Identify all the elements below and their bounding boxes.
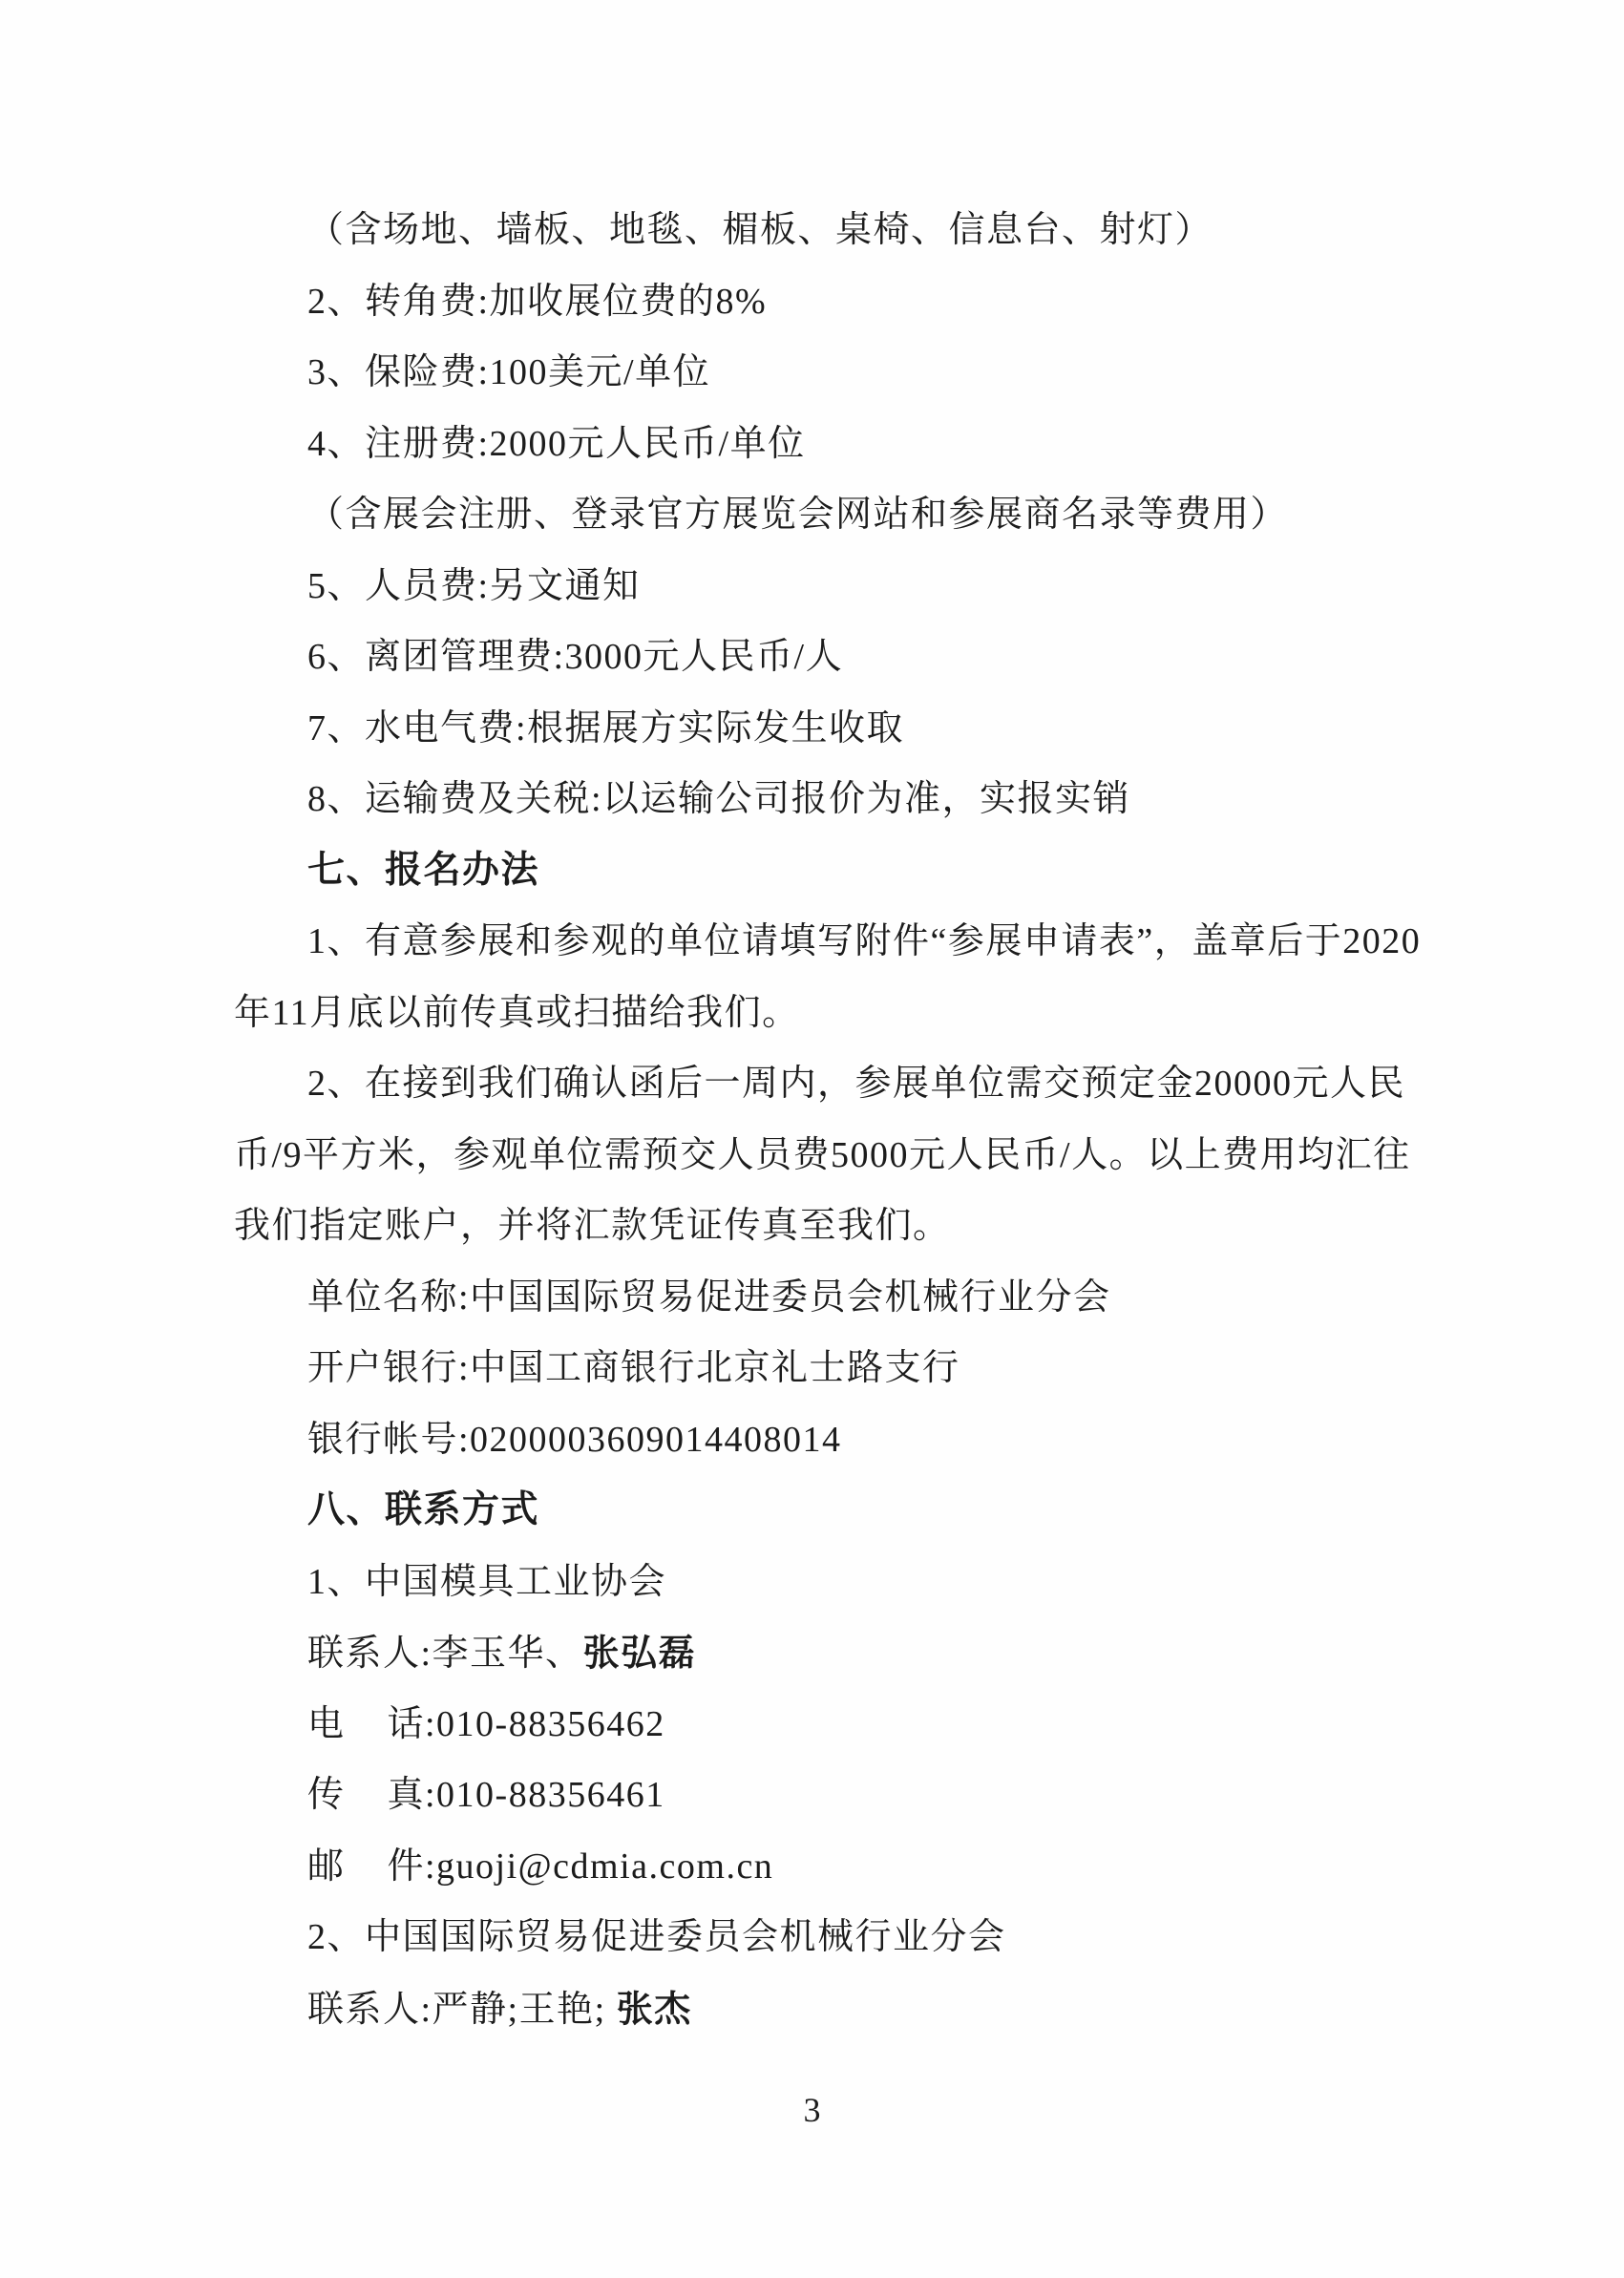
registration-step2-line2: 币/9平方米，参观单位需预交人员费5000元人民币/人。以上费用均汇往 <box>234 1134 1411 1175</box>
contact-org-2: 2、中国国际贸易促进委员会机械行业分会 <box>307 1917 1006 1957</box>
registration-step2-line3: 我们指定账户，并将汇款凭证传真至我们。 <box>234 1206 951 1246</box>
contact-person-2 <box>234 1973 1427 2045</box>
email-line: 邮 件:guoji@cdmia.com.cn <box>307 1846 774 1887</box>
fee-item-registration: 4、注册费:2000元人民币/单位 <box>307 423 806 464</box>
account-name-line: 单位名称:中国国际贸易促进委员会机械行业分会 <box>307 1276 1111 1318</box>
contact-person-1 <box>234 1617 1427 1689</box>
fee-registration-note: （含展会注册、登录官方展览会网站和参展商名录等费用） <box>307 495 1289 535</box>
fee-item-leave-group: 6、离团管理费:3000元人民币/人 <box>307 637 844 677</box>
contact-person-1-names: 联系人:李玉华、 <box>307 1634 583 1674</box>
fax-line: 传 真:010-88356461 <box>307 1775 665 1815</box>
contact-person-2-names: 联系人:严静;王艳; <box>307 1989 617 2030</box>
contact-person-1-bold-name: 张弘磊 <box>582 1632 697 1674</box>
bank-account-number-line: 银行帐号:0200003609014408014 <box>307 1419 842 1460</box>
fee-included-note: （含场地、墙板、地毯、楣板、桌椅、信息台、射灯） <box>307 210 1213 250</box>
fee-item-utilities: 7、水电气费:根据展方实际发生收取 <box>307 707 905 749</box>
fee-item-insurance: 3、保险费:100美元/单位 <box>307 352 711 392</box>
section-heading-contact: 八、联系方式 <box>307 1488 540 1531</box>
fee-item-shipping: 8、运输费及关税:以运输公司报价为准，实报实销 <box>307 779 1131 819</box>
contact-org-1: 1、中国模具工业协会 <box>307 1561 667 1602</box>
fee-item-personnel: 5、人员费:另文通知 <box>307 565 641 606</box>
section-heading-registration: 七、报名办法 <box>307 848 540 892</box>
registration-step1-line2: 年11月底以前传真或扫描给我们。 <box>234 992 800 1033</box>
page-number: 3 <box>803 2091 821 2129</box>
registration-step1-line1: 1、有意参展和参观的单位请填写附件“参展申请表”，盖章后于2020 <box>307 921 1422 961</box>
registration-step2-line1: 2、在接到我们确认函后一周内，参展单位需交预定金20000元人民 <box>307 1064 1406 1104</box>
fee-item-corner: 2、转角费:加收展位费的8% <box>307 281 768 322</box>
document-body <box>234 195 1427 2044</box>
bank-name-line: 开户银行:中国工商银行北京礼士路支行 <box>307 1348 960 1388</box>
phone-line: 电 话:010-88356462 <box>307 1703 665 1744</box>
contact-person-2-bold-name: 张杰 <box>616 1987 692 2030</box>
